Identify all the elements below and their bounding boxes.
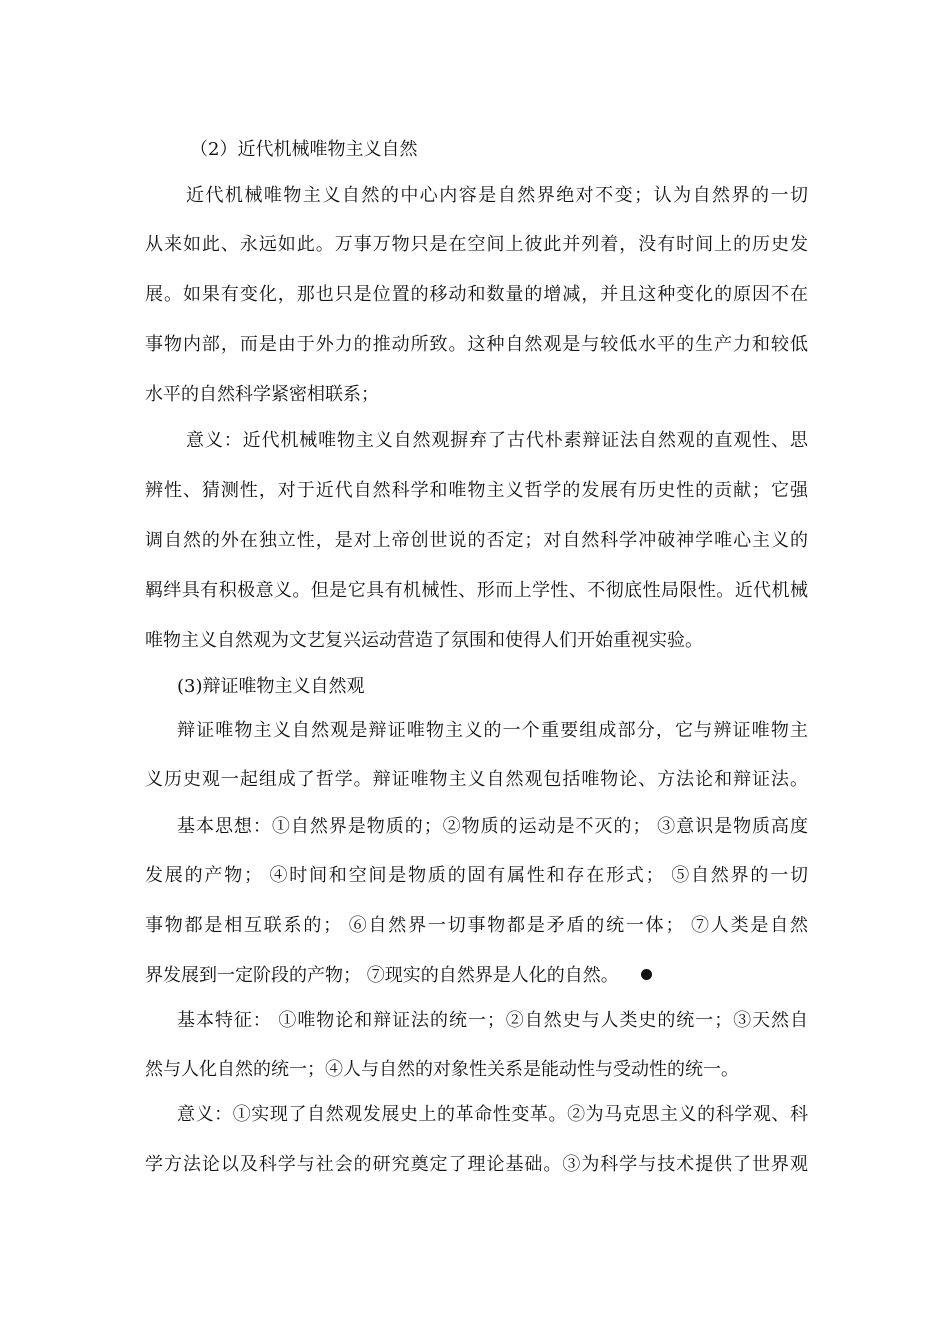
paragraph-line: 羁绊具有积极意义。但是它具有机械性、形而上学性、不彻底性局限性。近代机械 — [145, 580, 808, 601]
paragraph-line: 学方法论以及科学与社会的研究奠定了理论基础。③为科学与技术提供了世界观 — [145, 1154, 808, 1175]
paragraph-line: 近代机械唯物主义自然的中心内容是自然界绝对不变；认为自然界的一切 — [186, 185, 808, 206]
section-heading-modern-materialism: （2）近代机械唯物主义自然 — [190, 139, 418, 160]
paragraph-line-with-bullet — [145, 965, 652, 987]
paragraph-line: 发展的产物； ④时间和空间是物质的固有属性和存在形式； ⑤自然界的一切 — [145, 865, 808, 886]
paragraph-line: 从来如此、永远如此。万事万物只是在空间上彼此并列着，没有时间上的历史发 — [145, 234, 808, 255]
paragraph-line: 唯物主义自然观为文艺复兴运动营造了氛围和使得人们开始重视实验。 — [145, 630, 703, 651]
paragraph-line: 界发展到一定阶段的产物； ⑦现实的自然界是人化的自然。 — [145, 965, 619, 986]
paragraph-line: 基本思想：①自然界是物质的；②物质的运动是不灭的； ③意识是物质高度 — [177, 816, 808, 837]
bullet-dot-icon — [641, 969, 652, 980]
paragraph-line: 基本特征： ①唯物论和辩证法的统一；②自然史与人类史的统一；③天然自 — [177, 1010, 808, 1031]
paragraph-line: 意义：近代机械唯物主义自然观摒弃了古代朴素辩证法自然观的直观性、思 — [186, 430, 808, 451]
paragraph-line: 事物都是相互联系的； ⑥自然界一切事物都是矛盾的统一体； ⑦人类是自然 — [145, 915, 808, 936]
paragraph-line: 然与人化自然的统一；④人与自然的对象性关系是能动性与受动性的统一。 — [145, 1059, 739, 1080]
paragraph-line: 水平的自然科学紧密相联系； — [145, 384, 379, 405]
paragraph-line: 展。如果有变化，那也只是位置的移动和数量的增减，并且这种变化的原因不在 — [145, 284, 808, 305]
paragraph-line: 义历史观一起组成了哲学。辩证唯物主义自然观包括唯物论、方法论和辩证法。 — [145, 769, 808, 790]
paragraph-line: 事物内部，而是由于外力的推动所致。这种自然观是与较低水平的生产力和较低 — [145, 334, 808, 355]
section-heading-dialectical-materialism: (3)辩证唯物主义自然观 — [177, 676, 365, 697]
paragraph-line: 意义：①实现了自然观发展史上的革命性变革。②为马克思主义的科学观、科 — [177, 1104, 808, 1125]
paragraph-line: 辩证唯物主义自然观是辩证唯物主义的一个重要组成部分，它与辨证唯物主 — [177, 720, 808, 741]
paragraph-line: 调自然的外在独立性，是对上帝创世说的否定；对自然科学冲破神学唯心主义的 — [145, 530, 808, 551]
paragraph-line: 辨性、猜测性，对于近代自然科学和唯物主义哲学的发展有历史性的贡献；它强 — [145, 480, 808, 501]
